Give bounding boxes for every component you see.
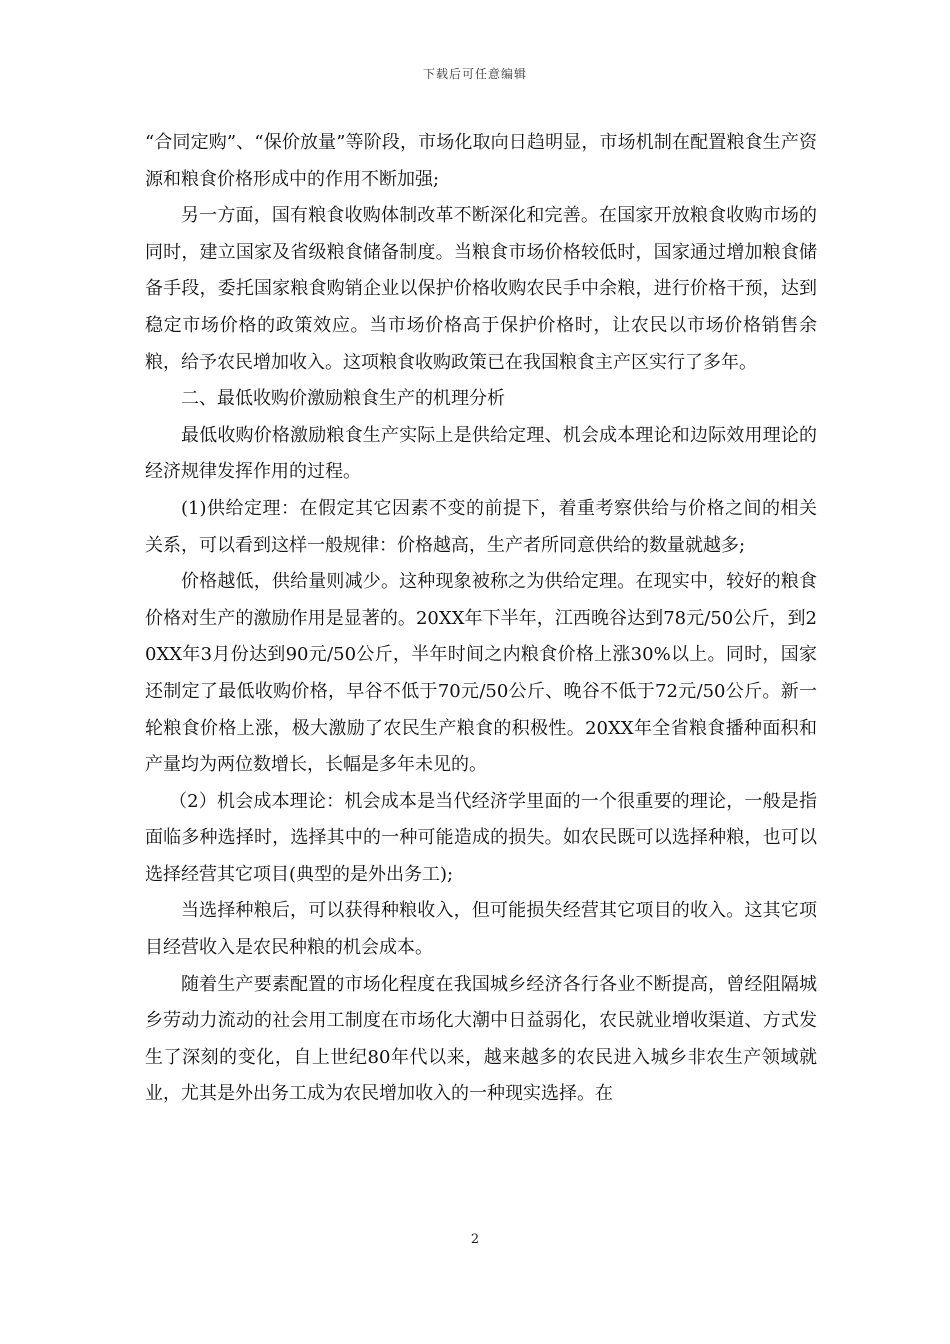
paragraph-3: 最低收购价格激励粮食生产实际上是供给定理、机会成本理论和边际效用理论的经济规律发挥作用的过程。 (145, 424, 817, 483)
document-body (145, 125, 817, 1113)
paragraph-supply-theorem: (1)供给定理：在假定其它因素不变的前提下，着重考察供给与价格之间的相关关系，可以看到这样一般规律：价格越高，生产者所同意供给的数量就越多; (145, 497, 817, 556)
paragraph-2: 另一方面，国有粮食收购体制改革不断深化和完善。在国家开放粮食收购市场的同时，建立国家及省级粮食储备制度。当粮食市场价格较低时，国家通过增加粮食储备手段，委托国家粮食购销企业以保护价格收购农民手中余粮，进行价格干预，达到稳定市场价格的政策效应。当市场价格高于保护价格时，让农民以市场价格销售余粮，给予农民增加收入。这项粮食收购政策已在我国粮食主产区实行了多年。 (145, 205, 817, 373)
paragraph-labor-market: 随着生产要素配置的市场化程度在我国城乡经济各行各业不断提高，曾经阻隔城乡劳动力流动的社会用工制度在市场化大潮中日益弱化，农民就业增收渠道、方式发生了深刻的变化，自上世纪80年代以来，越来越多的农民进入城乡非农生产领域就业，尤其是外出务工成为农民增加收入的一种现实选择。在 (145, 973, 817, 1105)
page-number: 2 (470, 1232, 480, 1247)
paragraph-opportunity-cost: （2）机会成本理论：机会成本是当代经济学里面的一个很重要的理论，一般是指面临多种选择时，选择其中的一种可能造成的损失。如农民既可以选择种粮，也可以选择经营其它项目(典型的是外出务工); (145, 790, 817, 885)
page-header: 下载后可任意编辑 (422, 67, 527, 81)
paragraph-1: “合同定购”、“保价放量”等阶段，市场化取向日趋明显，市场机制在配置粮食生产资源和粮食价格形成中的作用不断加强; (145, 132, 817, 190)
paragraph-price-example: 价格越低，供给量则减少。这种现象被称之为供给定理。在现实中，较好的粮食价格对生产的激励作用是显著的。20XX年下半年，江西晚谷达到78元/50公斤，到20XX年3月份达到90元/50公斤，半年时间之内粮食价格上涨30%以上。同时，国家还制定了最低收购价格，早谷不低于70元/50公斤、晚谷不低于72元/50公斤。新一轮粮食价格上涨，极大激励了农民生产粮食的积极性。20XX年全省粮食播种面积和产量均为两位数增长，长幅是多年未见的。 (145, 571, 817, 776)
paragraph-opportunity-cost-cont: 当选择种粮后，可以获得种粮收入，但可能损失经营其它项目的收入。这其它项目经营收入是农民种粮的机会成本。 (145, 900, 817, 959)
section-heading: 二、最低收购价激励粮食生产的机理分析 (181, 388, 505, 410)
